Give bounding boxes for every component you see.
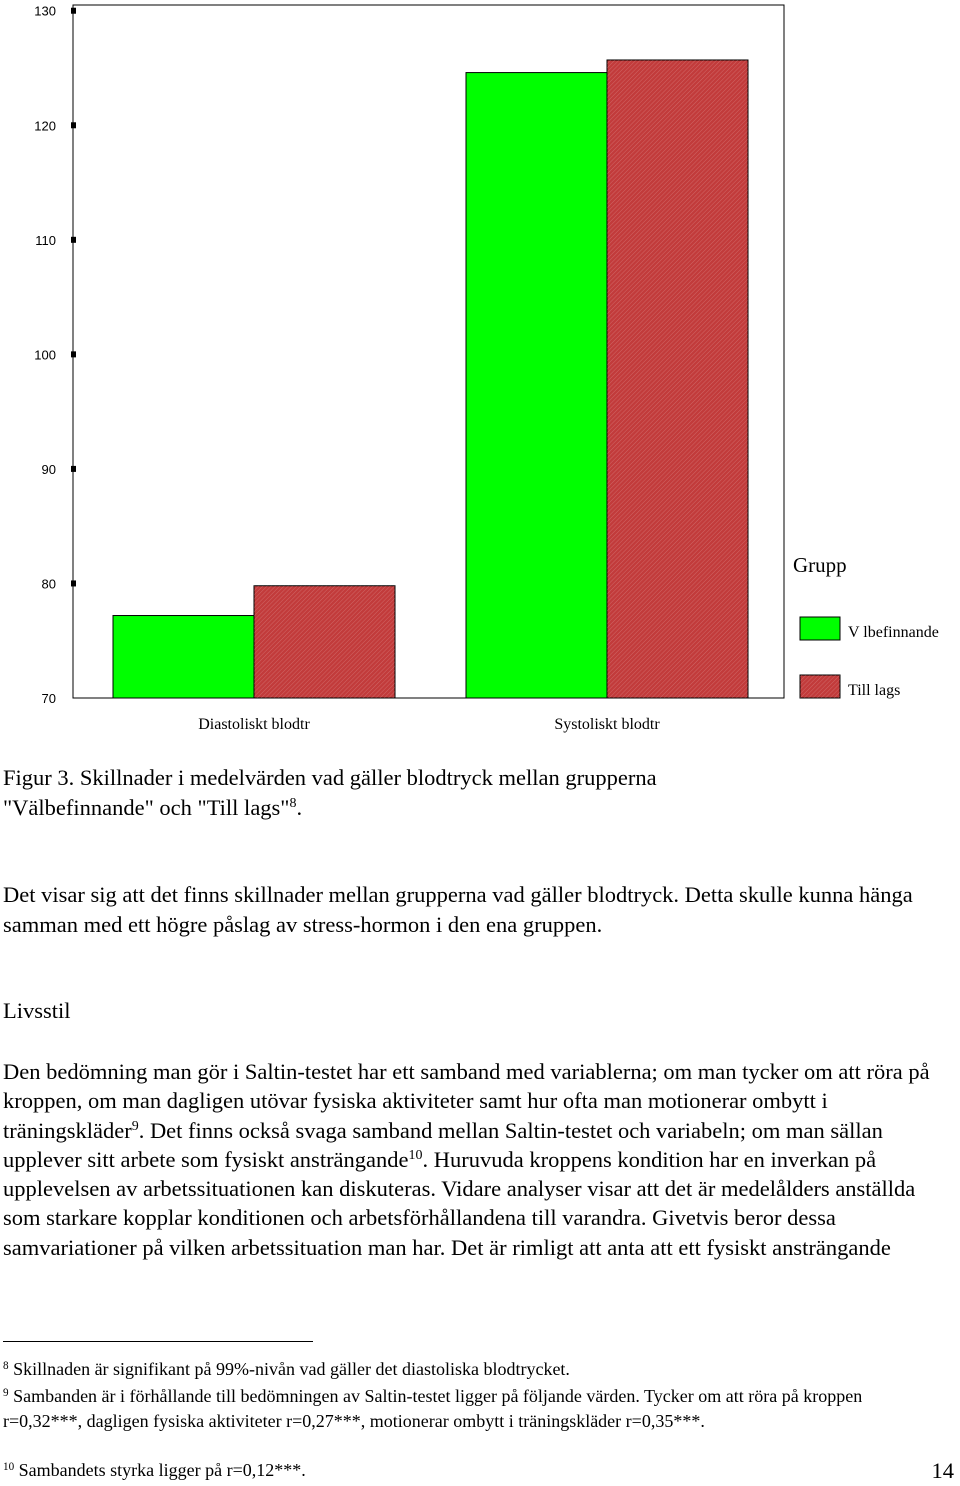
footnote-10 [3, 1458, 923, 1483]
paragraph-lifestyle [3, 1057, 933, 1262]
footnote-8-number: 8 [3, 1359, 9, 1372]
footnote-10-text: Sambandets styrka ligger på r=0,12***. [18, 1460, 306, 1480]
footnote-9 [3, 1384, 923, 1433]
footnote-8-text: Skillnaden är signifikant på 99%-nivån vad gäller det diastoliska blodtrycket. [13, 1359, 570, 1379]
footnote-8 [3, 1357, 923, 1382]
caption-line1: Figur 3. Skillnader i medelvärden vad gäller blodtryck mellan grupperna [3, 765, 657, 790]
y-tick-mark [71, 237, 76, 243]
caption-footnote-ref: 8 [289, 796, 297, 812]
p2-part1: Den bedömning man gör i Saltin-testet har ett samband med variablerna; om man tycker om att röra på kroppen, om man dagligen utövar fysiska aktiviteter samt hur ofta man motionerar ombytt i träningskläder [3, 1059, 930, 1143]
y-tick-mark [71, 466, 76, 472]
page-number: 14 [931, 1458, 954, 1483]
caption-end: . [296, 795, 303, 820]
footnote-separator [3, 1341, 313, 1342]
bar [466, 73, 607, 698]
y-tick-label: 90 [41, 461, 56, 477]
figure-caption [3, 763, 903, 823]
x-category-label: Diastoliskt blodtr [198, 716, 310, 733]
y-tick-label: 70 [41, 691, 56, 706]
footnote-10-number: 10 [3, 1460, 15, 1473]
p2-part3: . Huruvuda kroppens kondition har en inverkan på upplevelsen av arbetssituationen kan diskuteras. Vidare analyser visar att det är medelålders anställda som starkare kopplar konditionen och arbetsförhållandena till varandra. Givetvis beror dessa samvariationer på vilken arbetssituation man har. Det är rimligt att anta att ett fysiskt ansträngande [3, 1146, 916, 1260]
footnote-9-text: Sambanden är i förhållande till bedömningen av Saltin-testet ligger på följande värden. Tycker om att röra på kroppen r=0,32***, dagligen fysiska aktiviteter r=0,27***, motionerar ombytt i träningskläder r=0,35***. [3, 1386, 863, 1431]
y-tick-mark [71, 580, 76, 586]
bar [113, 616, 254, 698]
legend-swatch [800, 617, 840, 640]
y-tick-mark [71, 122, 76, 128]
bar-hatch [607, 60, 748, 698]
x-category-label: Systoliskt blodtr [554, 716, 660, 733]
y-tick-label: 110 [35, 232, 56, 248]
footnote-9-number: 9 [3, 1386, 9, 1399]
y-tick-label: 120 [34, 118, 56, 134]
y-tick-mark [71, 8, 76, 14]
bar-hatch [254, 586, 395, 698]
y-tick-mark [71, 351, 76, 357]
y-tick-label: 80 [41, 576, 56, 592]
legend-swatch-hatch [800, 675, 840, 698]
legend-title: Grupp [793, 553, 847, 577]
section-heading: Livsstil [3, 998, 71, 1023]
legend-label: Till lags [848, 682, 901, 699]
footnote-ref-9: 9 [131, 1118, 139, 1134]
caption-line2: "Välbefinnande" och "Till lags" [3, 795, 290, 820]
footnote-ref-10: 10 [408, 1148, 423, 1164]
y-tick-label: 100 [34, 347, 56, 363]
paragraph-blood-pressure: Det visar sig att det finns skillnader mellan grupperna vad gäller blodtryck. Detta skulle kunna hänga samman med ett högre påslag av stress-hormon i den ena gruppen. [3, 882, 913, 937]
y-tick-label: 130 [34, 3, 56, 19]
p2-part2: . Det finns också svaga samband mellan Saltin-testet och variabeln; om man sällan upplever sitt arbete som fysiskt ansträngande [3, 1117, 883, 1172]
legend-label: V lbefinnande [848, 624, 939, 641]
